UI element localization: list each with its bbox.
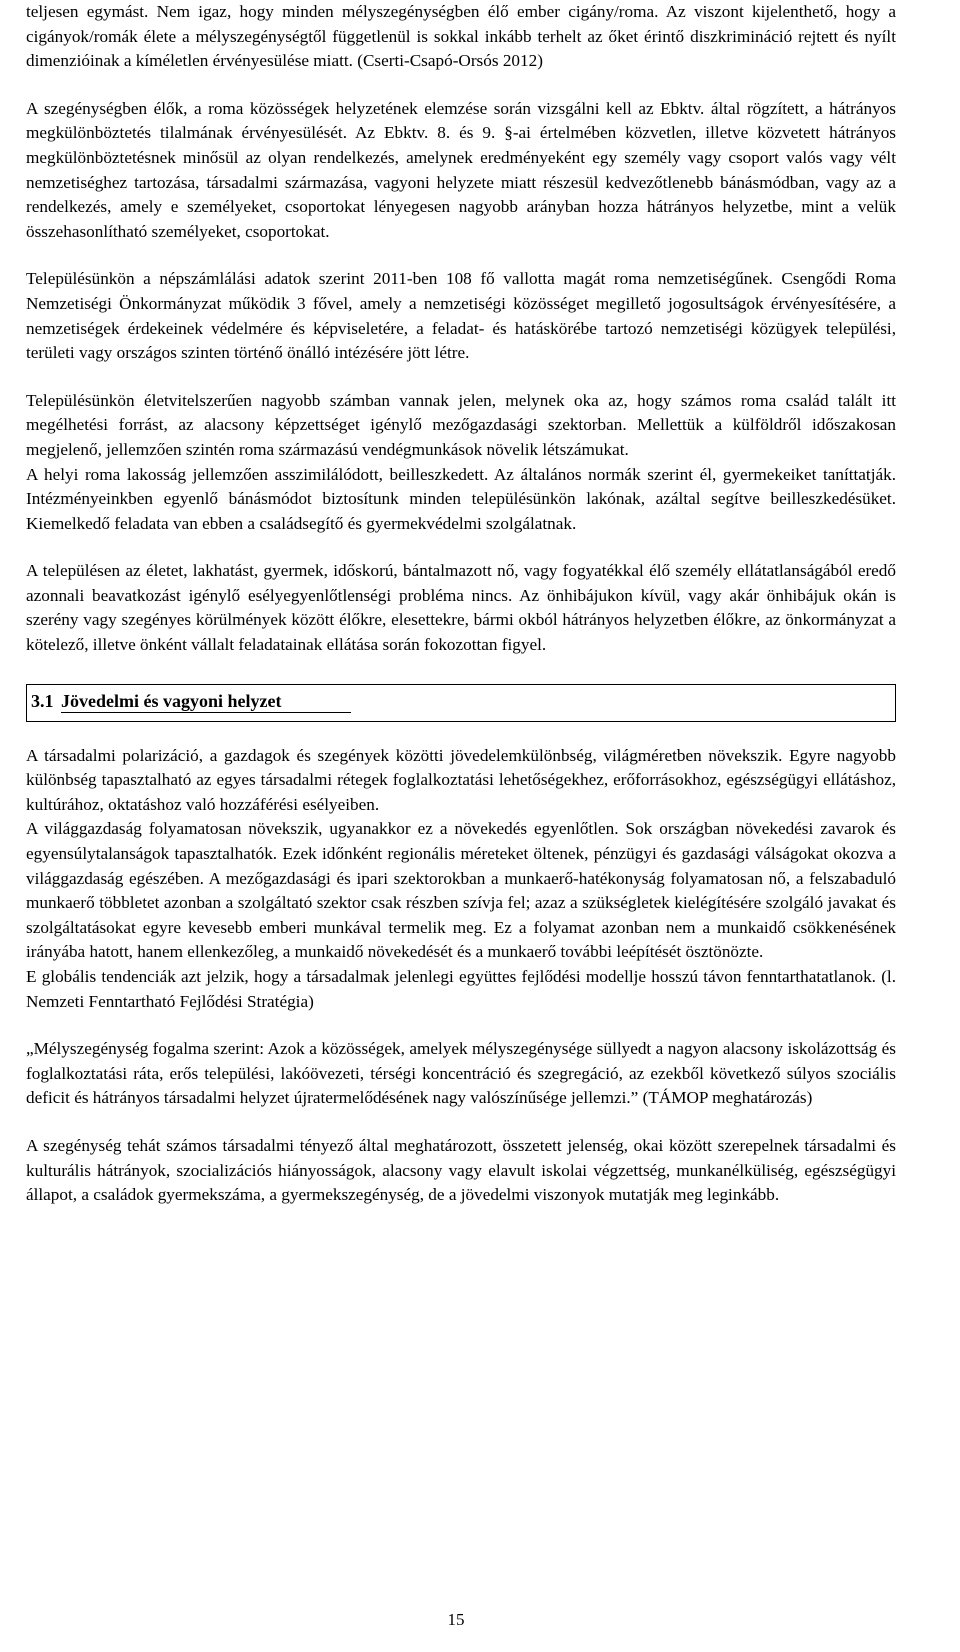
paragraph-census: Településünkön a népszámlálási adatok szerint 2011-ben 108 fő vallotta magát roma nemzetiségűnek. Csengődi Roma Nemzetiségi Önkormányzat működik 3 fővel, amely a nemzetiségi közösséget megillető jogosultságok érvényesítésére, a nemzetiségek érdekeinek védelmére és képviseletére, a feladat- és hatáskörébe tartozó nemzetiségi közügyek települési, területi vagy országos szinten történő önálló intézésére jött létre. bbox=[26, 269, 896, 363]
section-title: Jövedelmi és vagyoni helyzet bbox=[61, 690, 282, 711]
paragraph-polarization: A társadalmi polarizáció, a gazdagok és szegények közötti jövedelemkülönbség, világméretben növekszik. Egyre nagyobb különbség tapasztalható az egyes társadalmi rétegek foglalkoztatási lehetőségekhez, erőforrásokhoz, egészségügyi ellátáshoz, kultúrához, oktatáshoz való hozzáférési esélyeiben. bbox=[26, 745, 896, 814]
section-heading bbox=[26, 684, 896, 722]
page-number: 15 bbox=[447, 1610, 465, 1629]
paragraph-residents: Településünkön életvitelszerűen nagyobb számban vannak jelen, melynek oka az, hogy számos roma család talált itt megélhetési forrást, az alacsony képzettséget igénylő mezőgazdasági szektorban. Mellettük a külföldről időszakosan megjelenő, jellemzően szintén roma származású vendégmunkások növelik létszámukat. bbox=[26, 390, 896, 459]
section-title-underline bbox=[61, 712, 351, 713]
paragraph-world-economy: A világgazdaság folyamatosan növekszik, ugyanakkor ez a növekedés egyenlőtlen. Sok országban növekedési zavarok és egyensúlytalanságok tapasztalhatók. Ezek időnként regionális méreteket öltenek, pénzügyi és gazdasági válságokat okozva a világgazdaság egészében. A mezőgazdasági és ipari szektorokban a munkaerő-hatékonyság folyamatosan nő, a felszabaduló munkaerő többletet azonban a szolgáltató szektor csak részben szívja fel; azaz a szükségletek kielégítésére szolgáló javakat és szolgáltatásokat egyre kevesebb emberi munkával termelik meg. Ez a folyamat azonban nem a munkaidő csökkenésének irányába hatott, hanem ellenkezőleg, a munkaidő növekedését és a munkaerő további leépítését ösztönözte. bbox=[26, 819, 896, 962]
paragraph-global-trends: E globális tendenciák azt jelzik, hogy a társadalmak jelenlegi együttes fejlődési modellje hosszú távon fenntarthatatlanok. (l. Nemzeti Fenntartható Fejlődési Stratégia) bbox=[26, 967, 896, 1011]
paragraph-discrimination-intro: teljesen egymást. Nem igaz, hogy minden mélyszegénységben élő ember cigány/roma. Az viszont kijelenthető, hogy a cigányok/romák élete a mélyszegénységtől függetlenül is sokkal inkább terhelt az őket érintő diszkrimináció rejtett és nyílt dimenzióinak a kíméletlen érvényesülése miatt. (Cserti-Csapó-Orsós 2012) bbox=[26, 2, 896, 71]
paragraph-poverty-factors: A szegénység tehát számos társadalmi tényező által meghatározott, összetett jelenség, okai között szerepelnek társadalmi és kulturális hátrányok, szocializációs hiányosságok, alacsony vagy elavult iskolai végzettség, munkanélküliség, egészségügyi állapot, a családok gyermekszáma, a gyermekszegénység, de a jövedelmi viszonyok mutatják meg leginkább. bbox=[26, 1135, 896, 1205]
document-page bbox=[26, 0, 896, 1208]
paragraph-ebktv: A szegénységben élők, a roma közösségek helyzetének elemzése során vizsgálni kell az Ebktv. által rögzített, a hátrányos megkülönböztetés tilalmának érvényesülését. Az Ebktv. 8. és 9. §-ai értelmében közvetlen, illetve közvetett hátrányos megkülönböztetésnek minősül az olyan rendelkezés, amelynek eredményeként egy személy vagy csoport valós vagy vélt nemzetiséghez tartozása, társadalmi származása, vagyoni helyzete miatt részesül kedvezőtlenebb bánásmódban, vagy az a rendelkezés, amely e személyeket, csoportokat lényegesen nagyobb arányban hozza hátrányos helyzetbe, mint a velük összehasonlítható személyeket, csoportokat. bbox=[26, 98, 896, 241]
section-number: 3.1 bbox=[31, 690, 54, 711]
paragraph-local-roma: A helyi roma lakosság jellemzően asszimilálódott, beilleszkedett. Az általános normák szerint él, gyermekeiket taníttatják. Intézményeinkben egyenlő bánásmódot biztosítunk minden településünkön lakónak, azáltal segítve beilleszkedésüket. Kiemelkedő feladata van ebben a családsegítő és gyermekvédelmi szolgálatnak. bbox=[26, 464, 896, 533]
paragraph-deep-poverty-definition: „Mélyszegénység fogalma szerint: Azok a közösségek, amelyek mélyszegénysége süllyedt a nagyon alacsony iskolázottság és foglalkoztatási ráta, erős települési, lakóövezeti, térségi koncentráció és szegregáció, az ezekből következő súlyos szociális deficit és hátrányos társadalmi helyzet újratermelődésének nagy valószínűsége jellemzi.” (TÁMOP meghatározás) bbox=[26, 1039, 896, 1108]
paragraph-no-problem: A településen az életet, lakhatást, gyermek, időskorú, bántalmazott nő, vagy fogyatékkal élő személy ellátatlanságából eredő azonnali beavatkozást igénylő esélyegyenlőtlenségi probléma nincs. Az önhibájukon kívül, vagy akár önhibájuk okán is szerény vagy szegényes körülmények között élőkre, elesettekre, bármi okból hátrányos helyzetben élőkre, az önkormányzat a kötelező, illetve önként vállalt feladatainak ellátása során fokozottan figyel. bbox=[26, 561, 896, 655]
